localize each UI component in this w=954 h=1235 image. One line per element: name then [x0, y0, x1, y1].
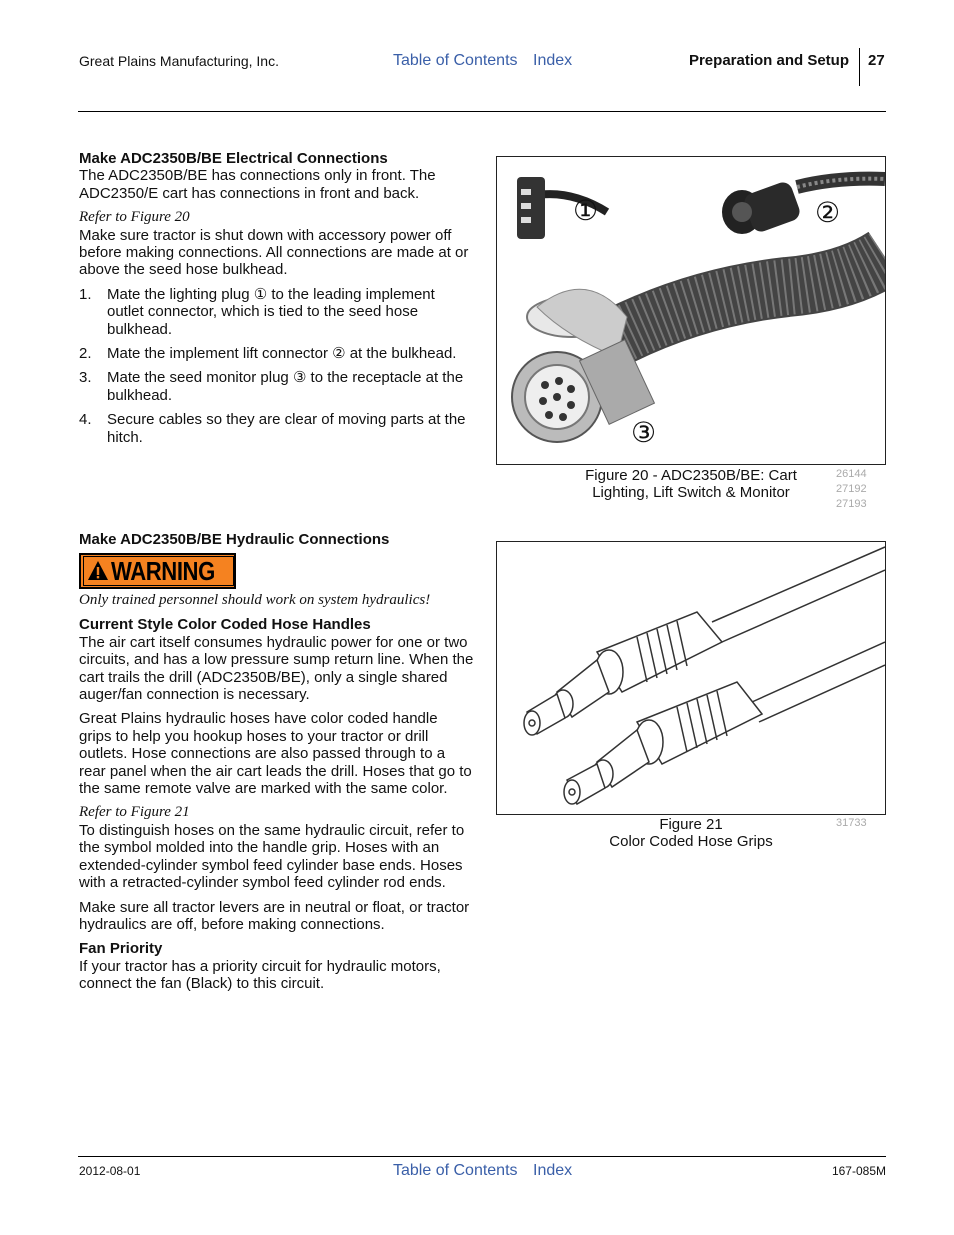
callout-2: ②	[815, 197, 841, 228]
index-link-footer[interactable]: Index	[533, 1162, 573, 1179]
callout-3: ③	[631, 417, 657, 448]
electrical-intro: The ADC2350B/BE has connections only in front. The ADC2350/E cart has connections in front and back.	[79, 167, 436, 202]
page-number: 27	[868, 52, 885, 69]
header-rule	[78, 111, 886, 112]
figure-21-id: 31733	[836, 817, 867, 829]
hydraulic-para-5: If your tractor has a priority circuit for hydraulic motors, connect the fan (Black) to this circuit.	[79, 957, 441, 993]
callout-1: ①	[573, 195, 599, 226]
hydraulic-para-2: Great Plains hydraulic hoses have color coded handle grips to help you hookup hoses to your tractor or drill outlets. Hose connections are also passed through to a rear panel when the air cart leads the drill. Hoses that go to the same remote valve are marked with the same color.	[79, 710, 472, 798]
electrical-heading: Make ADC2350B/BE Electrical Connections	[79, 150, 388, 167]
index-link-header[interactable]: Index	[533, 52, 573, 69]
electrical-steps	[79, 286, 474, 446]
warning-message: Only trained personnel should work on system hydraulics!	[79, 592, 431, 608]
hose-handles-heading: Current Style Color Coded Hose Handles	[79, 616, 371, 634]
warning-text-label: WARNING	[111, 555, 215, 586]
step-item: 4. Secure cables so they are clear of moving parts at the hitch.	[79, 411, 466, 446]
electrical-section	[79, 150, 474, 446]
hydraulic-heading: Make ADC2350B/BE Hydraulic Connections	[79, 531, 390, 548]
toc-link-header[interactable]: Table of Contents	[393, 52, 518, 69]
warning-triangle-icon	[87, 560, 109, 582]
electrical-ref: Refer to Figure 20	[79, 209, 190, 226]
step-item: 2. Mate the implement lift connector ② at the bulkhead.	[79, 345, 457, 363]
warning-label	[79, 553, 236, 589]
company-name: Great Plains Manufacturing, Inc.	[79, 53, 279, 69]
step-item: 3. Mate the seed monitor plug ③ to the receptacle at the bulkhead.	[79, 369, 464, 404]
figure-20-image	[496, 156, 886, 465]
figure-21-image	[496, 541, 886, 815]
figure-21-caption: Figure 21 Color Coded Hose Grips	[609, 816, 773, 851]
section-title: Preparation and Setup	[688, 52, 849, 69]
hydraulic-para-3: To distinguish hoses on the same hydraulic circuit, refer to the symbol molded into the handle grip. Hoses with an extended-cylinder symbol feed cylinder base ends. Hoses with a retracted-cylinder symbol feed cylinder rod ends.	[79, 821, 465, 892]
header-divider	[859, 48, 860, 86]
hose-grips-drawing	[497, 542, 885, 814]
toc-link-footer[interactable]: Table of Contents	[393, 1162, 518, 1179]
footer-rule	[78, 1156, 886, 1157]
fan-priority-heading: Fan Priority	[79, 940, 163, 958]
electrical-para: Make sure tractor is shut down with accessory power off before making connections. All connections are made at or above the seed hose bulkhead.	[79, 226, 469, 279]
figure-20-caption: Figure 20 - ADC2350B/BE: Cart Lighting, Lift Switch & Monitor	[585, 467, 797, 502]
step-item: 1. Mate the lighting plug ① to the leading implement outlet connector, which is tied to the seed hose bulkhead.	[79, 285, 435, 338]
hydraulic-section	[79, 592, 474, 993]
hydraulic-ref: Refer to Figure 21	[79, 804, 190, 821]
hydraulic-para-4: Make sure all tractor levers are in neutral or float, or tractor hydraulics are off, before making connections.	[79, 898, 470, 933]
footer-date: 2012-08-01	[79, 1164, 141, 1178]
footer-doc-number: 167-085M	[831, 1164, 886, 1178]
figure-20-ids: 26144 27192 27193	[836, 468, 867, 510]
hydraulic-para-1: The air cart itself consumes hydraulic power for one or two circuits, and has a low pressure sump return line. When the cart trails the drill (ADC2350B/BE), only a single shared auger/fan connection is necessary.	[79, 633, 474, 704]
